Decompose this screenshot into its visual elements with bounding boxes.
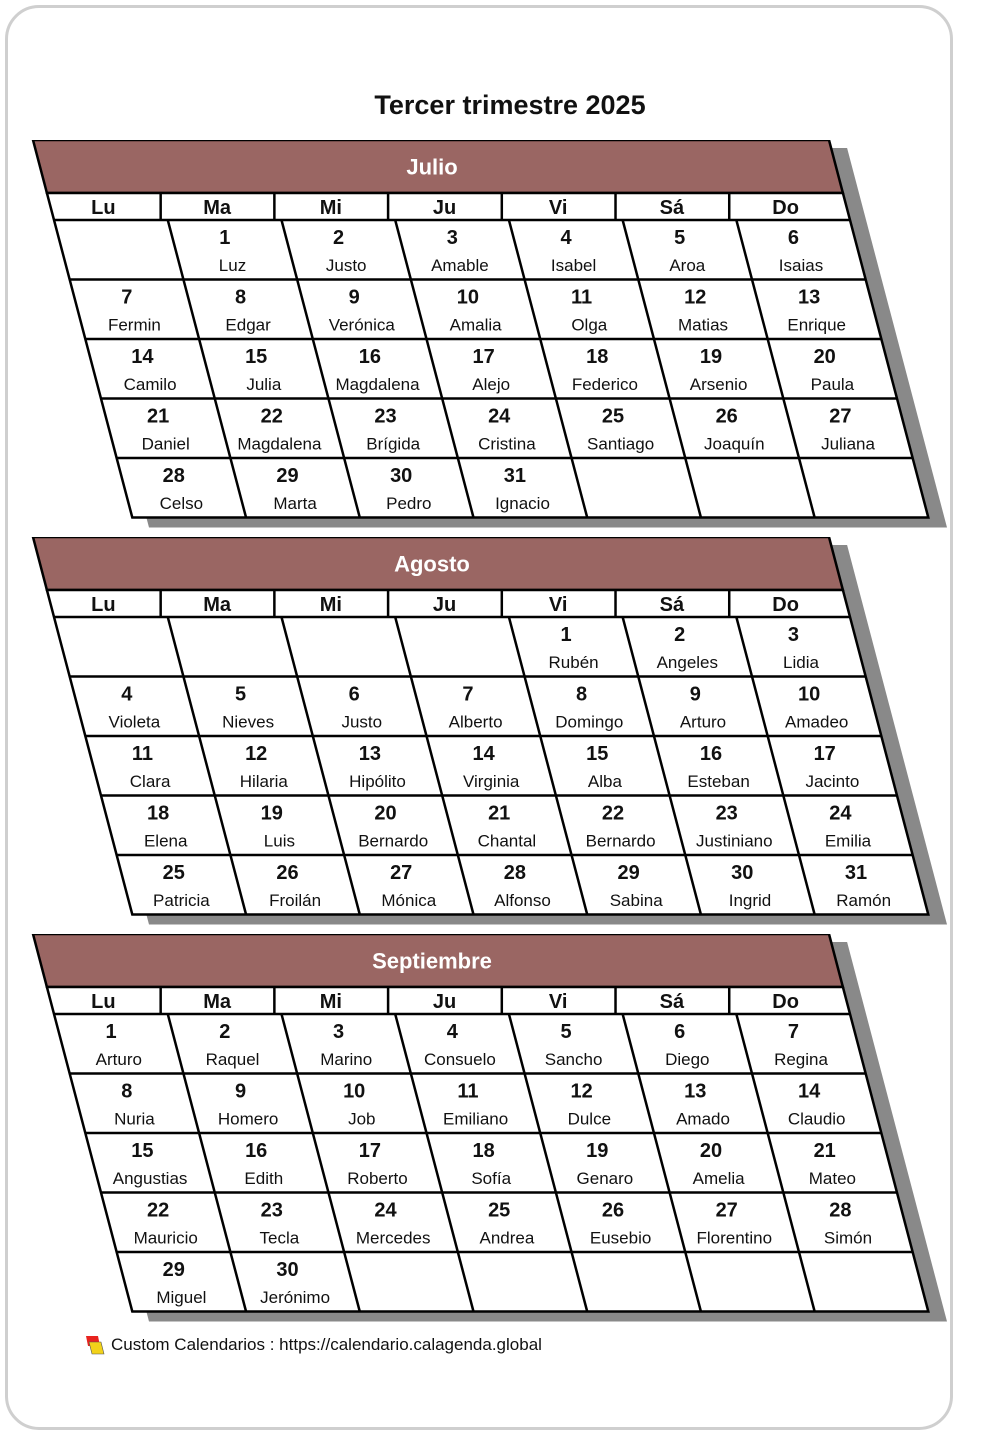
day-number: 18 [472,1140,495,1162]
saint-name: Enrique [787,315,847,335]
saint-name: Edith [244,1169,284,1188]
saint-name: Hipólito [349,772,406,791]
day-number: 2 [332,227,345,249]
day-number: 15 [131,1140,154,1162]
saint-name: Clara [129,772,171,791]
saint-name: Magdalena [335,375,420,394]
day-number: 6 [787,227,799,249]
day-number: 4 [121,683,133,706]
day-number: 5 [560,1021,572,1043]
month-name: Agosto [394,551,470,577]
day-number: 12 [245,743,268,765]
day-number: 21 [488,802,511,825]
saint-name: Ignacio [495,494,550,513]
day-number: 30 [731,862,754,884]
day-number: 18 [146,802,170,825]
saint-name: Bernardo [585,831,656,851]
weekday-label: Lu [91,991,116,1013]
saint-name: Homero [217,1109,279,1129]
saint-name: Pedro [386,494,432,513]
weekday-label: Sá [659,594,685,616]
weekday-label: Sá [659,197,685,219]
day-number: 23 [715,802,738,825]
day-number: 1 [560,624,572,646]
saint-name: Bernardo [358,831,429,851]
calendar-logo-icon [84,1334,106,1356]
saint-name: Mateo [808,1169,857,1188]
day-number: 5 [674,227,686,249]
day-number: 18 [586,346,609,368]
day-number: 29 [617,862,640,884]
weekday-label: Lu [91,594,116,616]
day-number: 9 [348,286,360,309]
day-number: 8 [234,286,247,309]
saint-name: Dulce [567,1109,612,1129]
day-number: 27 [829,405,852,428]
day-number: 3 [787,624,799,646]
saint-name: Marta [273,494,317,513]
day-number: 29 [162,1259,185,1281]
saint-name: Santiago [587,434,655,454]
weekday-label: Ju [432,991,457,1013]
saint-name: Patricia [153,891,210,910]
day-number: 7 [462,683,474,706]
day-number: 16 [245,1140,268,1162]
weekday-label: Mi [319,197,342,219]
day-number: 7 [121,286,133,309]
day-number: 28 [503,862,527,884]
saint-name: Matias [677,315,729,335]
saint-name: Genaro [576,1169,634,1188]
saint-name: Jerónimo [260,1288,331,1307]
day-number: 10 [343,1080,366,1103]
saint-name: Amable [431,256,489,275]
saint-name: Sofía [471,1169,512,1188]
saint-name: Justo [325,256,367,275]
saint-name: Claudio [787,1109,846,1129]
saint-name: Tecla [259,1228,300,1248]
saint-name: Amelia [692,1169,745,1188]
day-number: 11 [571,286,593,309]
saint-name: Luis [263,831,295,851]
day-number: 26 [601,1199,625,1222]
footer-text: Custom Calendarios : https://calendario.calagenda.global [111,1335,542,1354]
saint-name: Mónica [381,891,437,910]
day-number: 14 [131,346,154,368]
day-number: 15 [586,743,609,765]
saint-name: Job [348,1109,376,1129]
day-number: 27 [390,862,413,884]
day-number: 26 [276,862,299,884]
saint-name: Emilia [824,831,872,851]
saint-name: Ingrid [728,891,772,910]
saint-name: Emiliano [442,1109,509,1129]
weekday-label: Ma [203,991,231,1013]
day-number: 13 [358,743,382,765]
weekday-label: Ju [432,197,457,219]
day-number: 2 [674,624,686,646]
day-number: 7 [787,1021,799,1043]
weekday-label: Sá [659,991,685,1013]
saint-name: Alfonso [494,891,551,910]
day-number: 26 [715,405,738,428]
day-number: 29 [276,465,299,487]
day-number: 16 [699,743,723,765]
saint-name: Amadeo [785,712,849,732]
saint-name: Olga [571,315,608,335]
saint-name: Roberto [347,1169,408,1188]
day-number: 12 [570,1080,593,1103]
day-number: 22 [601,802,625,825]
day-number: 22 [146,1199,170,1222]
day-number: 10 [797,683,821,706]
day-number: 31 [844,862,868,884]
saint-name: Ramón [836,891,892,910]
saint-name: Angeles [656,653,719,672]
saint-name: Chantal [477,831,537,851]
weekday-label: Vi [548,594,568,616]
saint-name: Alejo [472,375,511,394]
saint-name: Camilo [123,375,177,394]
saint-name: Paula [810,375,855,394]
day-number: 9 [689,683,701,706]
saint-name: Alberto [448,712,503,732]
weekday-label: Ma [203,197,231,219]
day-number: 23 [374,405,397,428]
saint-name: Amalia [449,315,502,335]
day-number: 11 [457,1080,479,1103]
saint-name: Julia [246,375,282,394]
day-number: 14 [797,1080,821,1103]
saint-name: Domingo [555,712,624,732]
day-number: 22 [260,405,283,428]
day-number: 21 [146,405,170,428]
day-number: 25 [601,405,625,428]
weekday-label: Mi [319,594,342,616]
day-number: 28 [829,1199,852,1222]
saint-name: Simón [823,1228,873,1248]
day-number: 13 [684,1080,707,1103]
saint-name: Violeta [108,712,161,732]
day-number: 5 [234,683,247,706]
day-number: 24 [374,1199,397,1222]
day-number: 30 [276,1259,299,1281]
saint-name: Esteban [687,772,750,791]
day-number: 2 [219,1021,231,1043]
day-number: 3 [332,1021,345,1043]
month-calendar-julio [0,140,984,548]
day-number: 24 [829,802,852,825]
saint-name: Aroa [669,256,706,275]
weekday-label: Do [772,197,799,219]
saint-name: Andrea [479,1228,535,1248]
day-number: 12 [684,286,707,309]
day-number: 4 [560,227,572,249]
day-number: 3 [446,227,458,249]
day-number: 17 [358,1140,382,1162]
saint-name: Arturo [679,712,727,732]
saint-name: Lidia [783,653,819,672]
month-name: Julio [406,154,458,180]
saint-name: Joaquín [704,434,765,454]
day-number: 19 [260,802,283,825]
day-number: 8 [576,683,588,706]
weekday-label: Ma [203,594,231,616]
day-number: 10 [456,286,480,309]
saint-name: Federico [571,375,638,394]
saint-name: Froilán [269,891,322,910]
day-number: 4 [446,1021,458,1043]
month-calendar-septiembre [0,934,984,1342]
day-number: 24 [488,405,511,428]
saint-name: Celso [159,494,204,513]
saint-name: Diego [665,1050,710,1069]
weekday-label: Do [772,594,799,616]
weekday-label: Mi [319,991,342,1013]
saint-name: Raquel [205,1050,260,1069]
day-number: 19 [586,1140,609,1162]
saint-name: Miguel [156,1288,207,1307]
saint-name: Virginia [463,772,520,791]
saint-name: Eusebio [589,1228,652,1248]
saint-name: Daniel [141,434,190,454]
day-number: 13 [797,286,821,309]
saint-name: Marino [320,1050,373,1069]
saint-name: Luz [218,256,247,275]
month-calendar-agosto [0,537,984,945]
day-number: 20 [374,802,397,825]
day-number: 21 [813,1140,836,1162]
day-number: 6 [674,1021,686,1043]
saint-name: Rubén [548,653,599,672]
saint-name: Sancho [544,1050,603,1069]
day-number: 15 [245,346,268,368]
saint-name: Edgar [225,315,271,335]
saint-name: Nieves [222,712,275,732]
day-number: 9 [234,1080,247,1103]
page-title: Tercer trimestre 2025 [374,90,646,120]
saint-name: Hilaria [239,772,288,791]
weekday-label: Ju [432,594,457,616]
saint-name: Sabina [609,891,663,910]
saint-name: Fermin [107,315,161,335]
day-number: 27 [715,1199,738,1222]
weekday-label: Vi [548,991,568,1013]
day-number: 8 [121,1080,133,1103]
weekday-label: Do [772,991,799,1013]
saint-name: Justiniano [696,831,773,851]
saint-name: Brígida [366,434,421,454]
day-number: 23 [260,1199,283,1222]
saint-name: Arsenio [689,375,748,394]
saint-name: Arturo [95,1050,142,1069]
day-number: 20 [813,346,836,368]
saint-name: Isaias [778,256,824,275]
saint-name: Angustias [112,1169,188,1188]
day-number: 30 [390,465,413,487]
day-number: 20 [699,1140,723,1162]
saint-name: Nuria [114,1109,155,1129]
day-number: 16 [358,346,382,368]
month-name: Septiembre [372,948,492,974]
day-number: 25 [488,1199,511,1222]
saint-name: Regina [774,1050,828,1069]
day-number: 28 [162,465,185,487]
day-number: 11 [131,743,153,765]
day-number: 31 [503,465,527,487]
saint-name: Alba [587,772,622,791]
weekday-label: Vi [548,197,568,219]
saint-name: Elena [143,831,188,851]
saint-name: Isabel [550,256,597,275]
day-number: 1 [219,227,231,249]
saint-name: Mauricio [133,1228,198,1248]
saint-name: Cristina [478,434,536,454]
saint-name: Justo [341,712,383,732]
day-number: 19 [699,346,723,368]
saint-name: Juliana [821,434,875,454]
saint-name: Mercedes [355,1228,431,1248]
saint-name: Florentino [696,1228,773,1248]
day-number: 17 [813,743,836,765]
saint-name: Jacinto [805,772,860,791]
day-number: 1 [105,1021,117,1043]
saint-name: Amado [676,1109,730,1129]
saint-name: Magdalena [237,434,322,454]
day-number: 17 [472,346,495,368]
day-number: 14 [472,743,495,765]
saint-name: Consuelo [423,1050,496,1069]
saint-name: Verónica [328,315,395,335]
day-number: 25 [162,862,185,884]
footer [84,1334,542,1356]
weekday-label: Lu [91,197,116,219]
day-number: 6 [348,683,360,706]
